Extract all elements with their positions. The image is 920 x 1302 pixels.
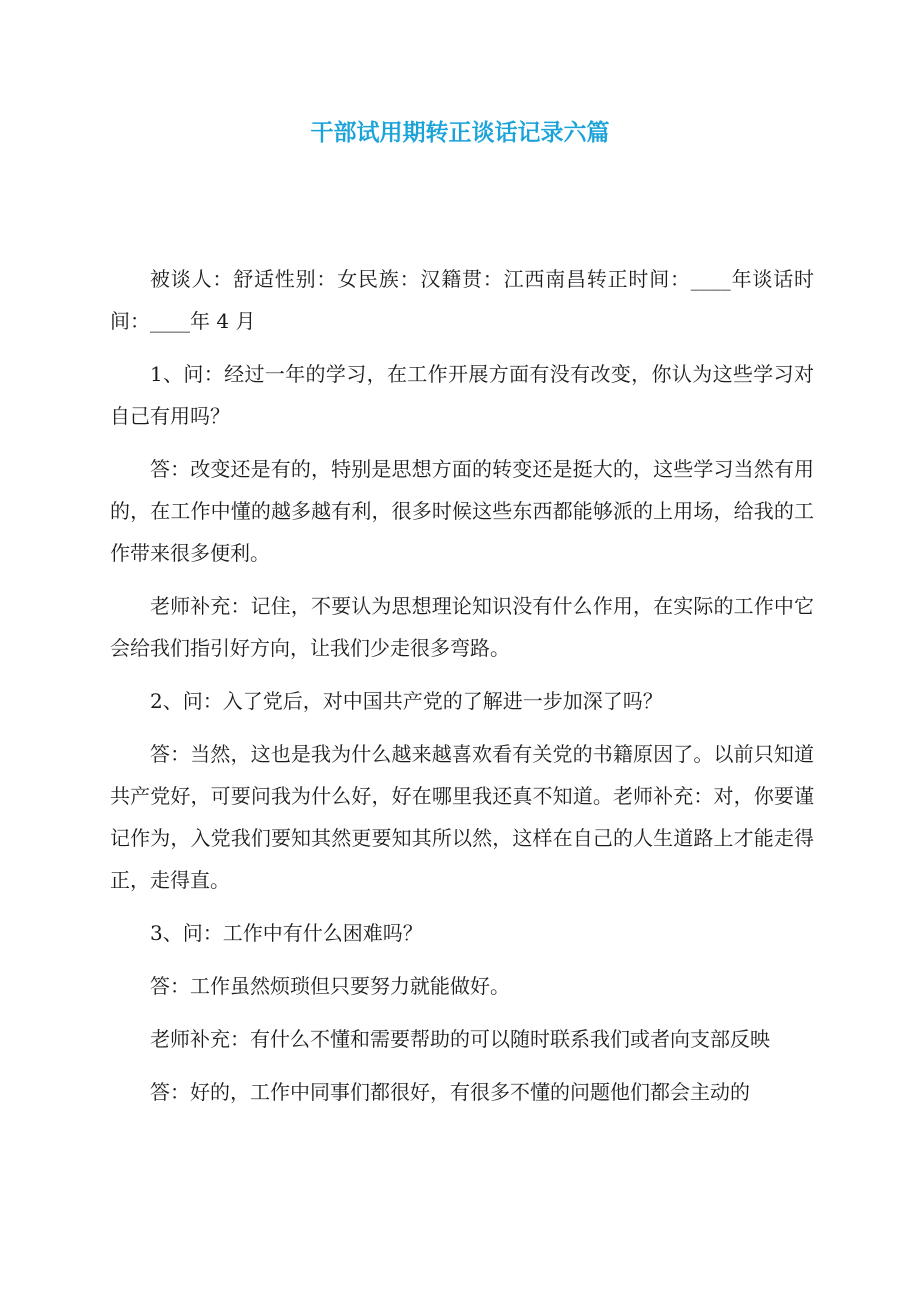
question-3-paragraph: 3、问：工作中有什么困难吗？ [150, 921, 423, 945]
answer-3-paragraph: 答：工作虽然烦琐但只要努力就能做好。 [150, 974, 510, 998]
document-body [110, 258, 814, 1124]
question-2-paragraph: 2、问：入了党后，对中国共产党的了解进一步加深了吗？ [150, 689, 663, 713]
teacher-note-1-paragraph: 老师补充：记住，不要认为思想理论知识没有什么作用，在实际的工作中它会给我们指引好方向，让我们少走很多弯路。 [110, 594, 814, 660]
answer-2-paragraph: 答：当然，这也是我为什么越来越喜欢看有关党的书籍原因了。以前只知道共产党好，可要问我为什么好，好在哪里我还真不知道。老师补充：对，你要谨记作为，入党我们要知其然更要知其所以然，这样在自己的人生道路上才能走得正，走得直。 [110, 742, 814, 892]
interviewee-info-paragraph: 被谈人：舒适性别：女民族：汉籍贯：江西南昌转正时间：____年谈话时间：____年 4 月 [110, 267, 814, 333]
answer-4-paragraph: 答：好的，工作中同事们都很好，有很多不懂的问题他们都会主动的 [150, 1080, 750, 1104]
teacher-note-3-paragraph: 老师补充：有什么不懂和需要帮助的可以随时联系我们或者向支部反映 [150, 1027, 770, 1051]
answer-1-paragraph: 答：改变还是有的，特别是思想方面的转变还是挺大的，这些学习当然有用的，在工作中懂的越多越有利，很多时候这些东西都能够派的上用场，给我的工作带来很多便利。 [110, 457, 814, 565]
document-title: 干部试用期转正谈话记录六篇 [310, 119, 610, 146]
question-1-paragraph: 1、问：经过一年的学习，在工作开展方面有没有改变，你认为这些学习对自己有用吗？ [110, 362, 814, 428]
